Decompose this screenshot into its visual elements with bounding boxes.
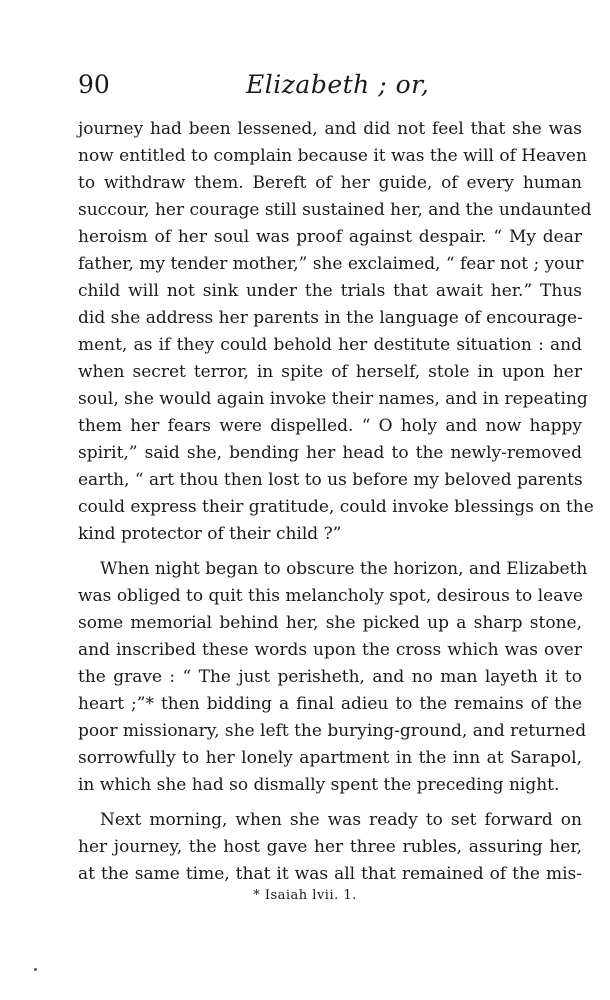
text-line: journey had been lessened, and did not feel that she was xyxy=(78,119,582,139)
text-line: the grave : “ The just perisheth, and no man layeth it to xyxy=(78,667,582,687)
paragraph xyxy=(78,807,582,888)
text-line: heroism of her soul was proof against despair. “ My dear xyxy=(78,227,582,247)
paragraph xyxy=(78,556,588,799)
text-line: did she address her parents in the language of encourage- xyxy=(78,308,583,328)
text-line: soul, she would again invoke their names, and in repeating xyxy=(78,389,588,409)
text-line: and inscribed these words upon the cross which was over xyxy=(78,640,582,660)
body-text xyxy=(78,116,594,888)
text-line: When night began to obscure the horizon, and Elizabeth xyxy=(100,559,588,579)
text-line: ment, as if they could behold her destitute situation : and xyxy=(78,335,582,355)
footnote: * Isaiah lvii. 1. xyxy=(253,888,357,903)
text-line: Next morning, when she was ready to set forward on xyxy=(100,810,582,830)
text-line: them her fears were dispelled. “ O holy and now happy xyxy=(78,416,582,436)
text-line: could express their gratitude, could invoke blessings on the xyxy=(78,497,594,517)
text-line: when secret terror, in spite of herself, stole in upon her xyxy=(78,362,582,382)
text-line: was obliged to quit this melancholy spot, desirous to leave xyxy=(78,586,583,606)
text-line: sorrowfully to her lonely apartment in the inn at Sarapol, xyxy=(78,748,582,768)
text-line: earth, “ art thou then lost to us before my beloved parents xyxy=(78,470,583,490)
text-line: in which she had so dismally spent the preceding night. xyxy=(78,775,560,795)
text-line: father, my tender mother,” she exclaimed, “ fear not ; your xyxy=(78,254,584,274)
page-header xyxy=(0,68,610,108)
text-line: her journey, the host gave her three rubles, assuring her, xyxy=(78,837,582,857)
text-line: child will not sink under the trials that await her.” Thus xyxy=(78,281,582,301)
text-line: succour, her courage still sustained her, and the undaunted xyxy=(78,200,592,220)
page-number: 90 xyxy=(78,70,110,99)
text-line: heart ;”* then bidding a final adieu to the remains of the xyxy=(78,694,582,714)
text-line: now entitled to complain because it was the will of Heaven xyxy=(78,146,587,166)
text-line: at the same time, that it was all that remained of the mis- xyxy=(78,864,582,884)
paragraph xyxy=(78,116,594,548)
text-line: to withdraw them. Bereft of her guide, of every human xyxy=(78,173,582,193)
text-line: poor missionary, she left the burying-ground, and returned xyxy=(78,721,587,741)
running-title: Elizabeth ; or, xyxy=(246,70,430,99)
print-speck xyxy=(34,968,37,971)
text-line: spirit,” said she, bending her head to the newly-removed xyxy=(78,443,582,463)
text-line: some memorial behind her, she picked up a sharp stone, xyxy=(78,613,582,633)
text-line: kind protector of their child ?” xyxy=(78,524,342,544)
